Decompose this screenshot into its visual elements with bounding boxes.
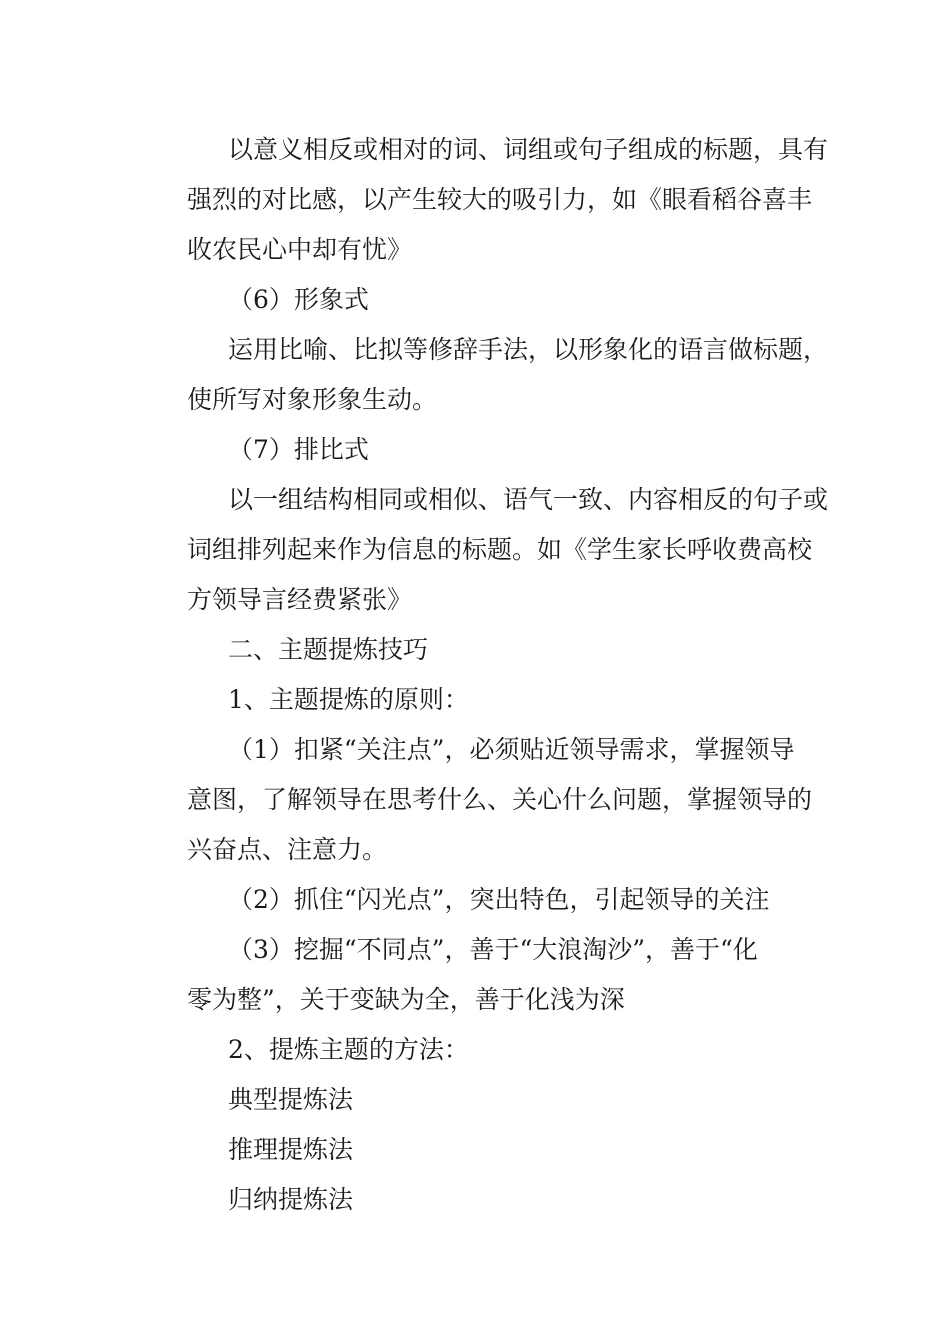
method-typical	[146, 1075, 810, 1125]
text-line: 1、主题提炼的原则：	[228, 685, 469, 714]
text-line: 运用比喻、比拟等修辞手法，以形象化的语言做标题，	[228, 335, 829, 364]
text-line: 零为整”，关于变缺为全，善于化浅为深	[187, 985, 625, 1014]
text-line: 以一组结构相同或相似、语气一致、内容相反的句子或	[228, 485, 829, 514]
text-line: 推理提炼法	[228, 1135, 354, 1164]
text-line: 词组排列起来作为信息的标题。如《学生家长呼收费高校	[187, 535, 813, 564]
principle-3	[146, 925, 810, 1025]
heading-imagery-style	[146, 275, 810, 325]
text-line: 二、主题提炼技巧	[228, 635, 429, 664]
paragraph-parallel-style	[146, 475, 829, 625]
text-line: 归纳提炼法	[228, 1185, 354, 1214]
text-line: 方领导言经费紧张》	[187, 585, 413, 614]
paragraph-imagery-style	[146, 325, 829, 425]
text-line: （3）挖掘“不同点”，善于“大浪淘沙”，善于“化	[228, 935, 758, 964]
text-line: 兴奋点、注意力。	[187, 835, 388, 864]
text-line: （1）扣紧“关注点”，必须贴近领导需求，掌握领导	[228, 735, 795, 764]
text-line: （2）抓住“闪光点”，突出特色，引起领导的关注	[228, 885, 770, 914]
subheading-principles	[146, 675, 810, 725]
text-line: （6）形象式	[228, 285, 369, 314]
section-heading-theme-refining	[146, 625, 810, 675]
principle-1	[146, 725, 813, 875]
subheading-methods	[146, 1025, 810, 1075]
text-line: 收农民心中却有忧》	[187, 235, 413, 264]
heading-parallel-style	[146, 425, 810, 475]
document-body	[146, 125, 829, 1225]
method-reasoning	[146, 1125, 810, 1175]
paragraph-contrast-title	[146, 125, 829, 275]
text-line: 典型提炼法	[228, 1085, 354, 1114]
text-line: 2、提炼主题的方法：	[228, 1035, 469, 1064]
text-line: （7）排比式	[228, 435, 369, 464]
text-line: 以意义相反或相对的词、词组或句子组成的标题，具有	[228, 135, 829, 164]
text-line: 意图，了解领导在思考什么、关心什么问题，掌握领导的	[187, 785, 813, 814]
text-line: 强烈的对比感，以产生较大的吸引力，如《眼看稻谷喜丰	[187, 185, 813, 214]
principle-2	[146, 875, 810, 925]
method-induction	[146, 1175, 810, 1225]
text-line: 使所写对象形象生动。	[187, 385, 438, 414]
